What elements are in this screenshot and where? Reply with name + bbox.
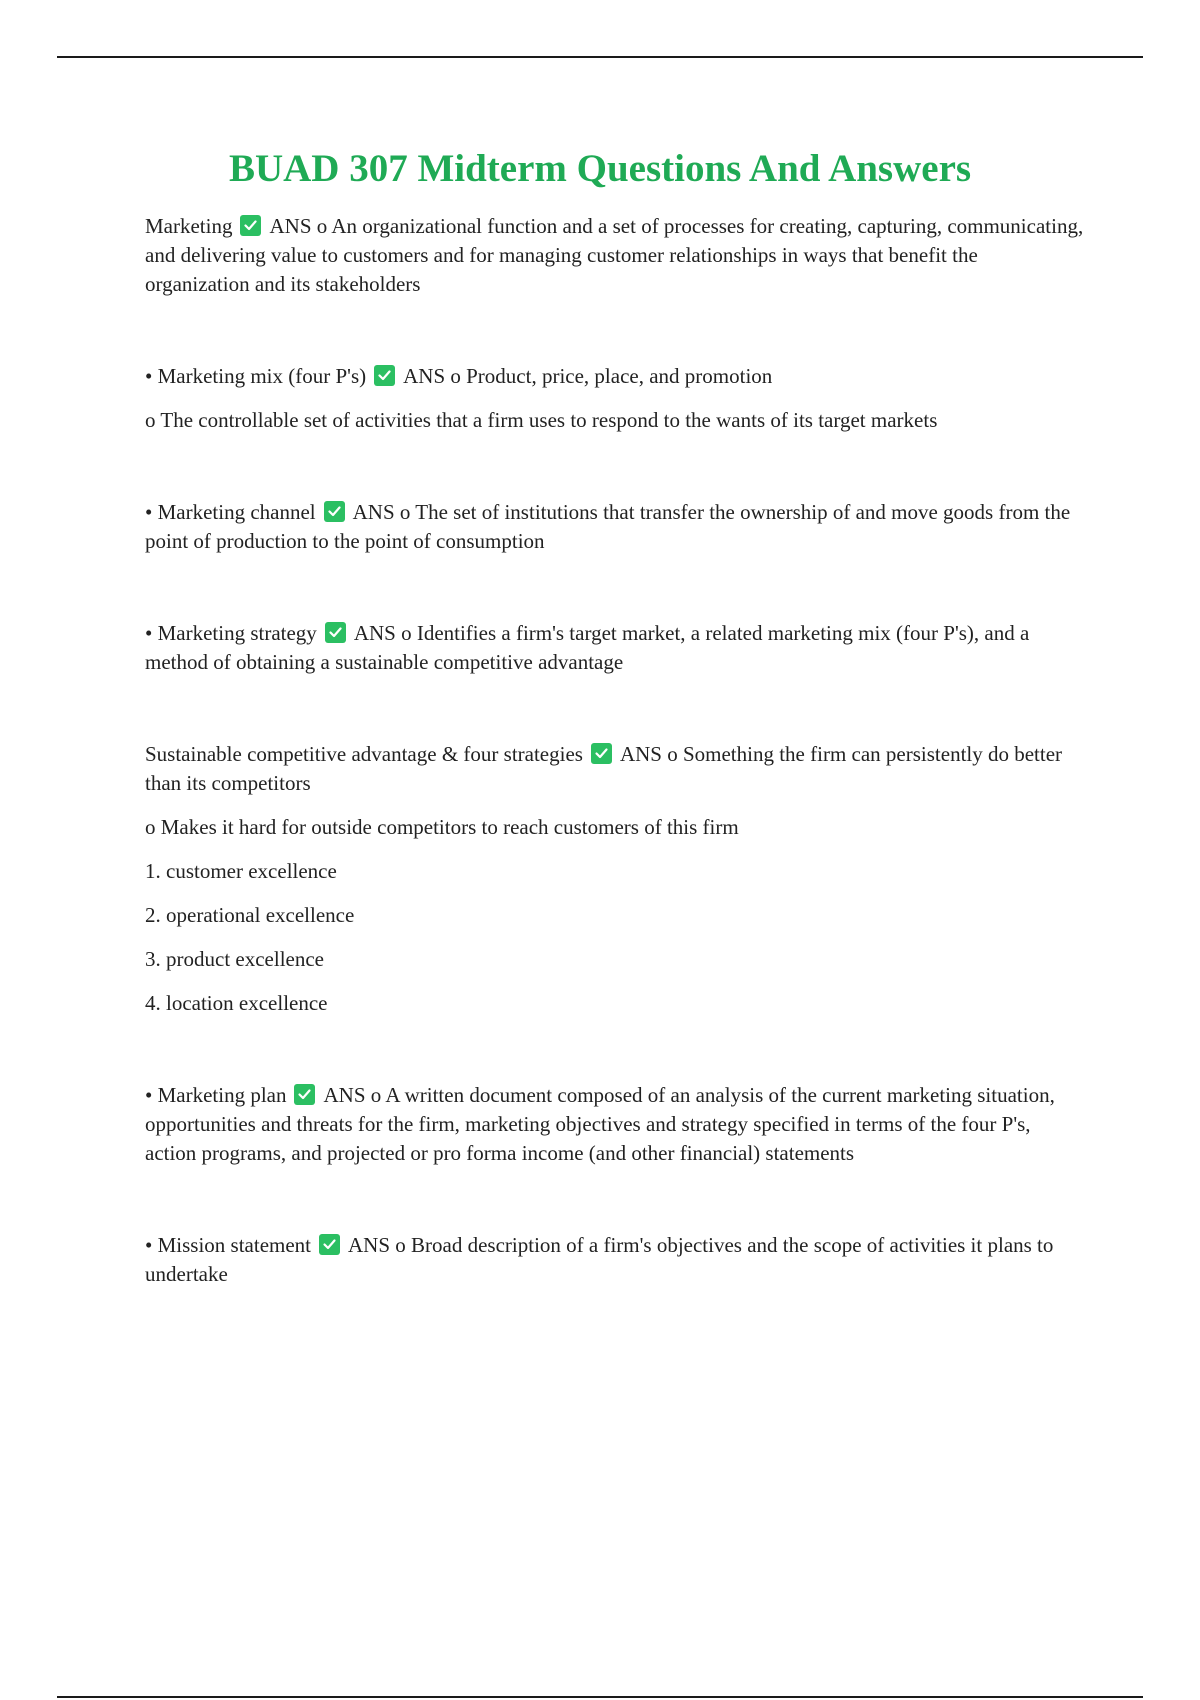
strategy-list-item: 2. operational excellence [145,903,355,927]
qa-entry [145,1081,1085,1168]
qa-content [145,212,1085,1289]
qa-entry-main [145,1081,1085,1168]
qa-entry-main [145,212,1085,299]
entry-answer: ANS o A written document composed of an analysis of the current marketing situation, opportunities and threats for the firm, marketing objectives and strategy specified in terms of the four P's, action programs, and projected or pro forma income (and other financial) statements [145,1083,1055,1165]
check-icon [240,215,261,236]
qa-entry-main [145,498,1085,556]
check-icon [294,1084,315,1105]
entry-extra-line: o The controllable set of activities that a firm uses to respond to the wants of its target markets [145,408,938,432]
check-icon [374,365,395,386]
qa-entry-main [145,740,1085,798]
qa-entry [145,498,1085,556]
qa-entry [145,212,1085,299]
qa-entry [145,1231,1085,1289]
document-title: BUAD 307 Midterm Questions And Answers [228,147,972,190]
entry-term: Marketing [145,214,233,238]
entry-term: • Mission statement [145,1233,312,1257]
entry-extra-line: o Makes it hard for outside competitors to reach customers of this firm [145,815,739,839]
qa-entry [145,362,1085,435]
qa-entry-main [145,619,1085,677]
check-icon [591,743,612,764]
qa-entry-main [145,362,1085,391]
strategy-list-item: 4. location excellence [145,991,328,1015]
entry-answer: ANS o Broad description of a firm's objectives and the scope of activities it plans to undertake [145,1233,1054,1286]
entry-term: • Marketing strategy [145,621,317,645]
entry-answer: ANS o Identifies a firm's target market, a related marketing mix (four P's), and a method of obtaining a sustainable competitive advantage [145,621,1030,674]
qa-entry [145,740,1085,1018]
bottom-rule [57,1696,1143,1698]
qa-entry-main [145,1231,1085,1289]
entry-term: • Marketing channel [145,500,316,524]
entry-answer: ANS o The set of institutions that transfer the ownership of and move goods from the point of production to the point of consumption [145,500,1071,553]
check-icon [324,501,345,522]
top-rule [57,56,1143,58]
entry-term: Sustainable competitive advantage & four strategies [145,742,583,766]
strategy-list-item: 3. product excellence [145,947,324,971]
strategy-list-item: 1. customer excellence [145,859,337,883]
check-icon [319,1234,340,1255]
qa-entry [145,619,1085,677]
entry-answer: ANS o An organizational function and a set of processes for creating, capturing, communicating, and delivering value to customers and for managing customer relationships in ways that benefit the organization and its stakeholders [145,214,1084,296]
check-icon [325,622,346,643]
entry-answer: ANS o Product, price, place, and promotion [403,364,773,388]
entry-answer: ANS o Something the firm can persistently do better than its competitors [145,742,1063,795]
entry-term: • Marketing plan [145,1083,287,1107]
entry-term: • Marketing mix (four P's) [145,364,367,388]
